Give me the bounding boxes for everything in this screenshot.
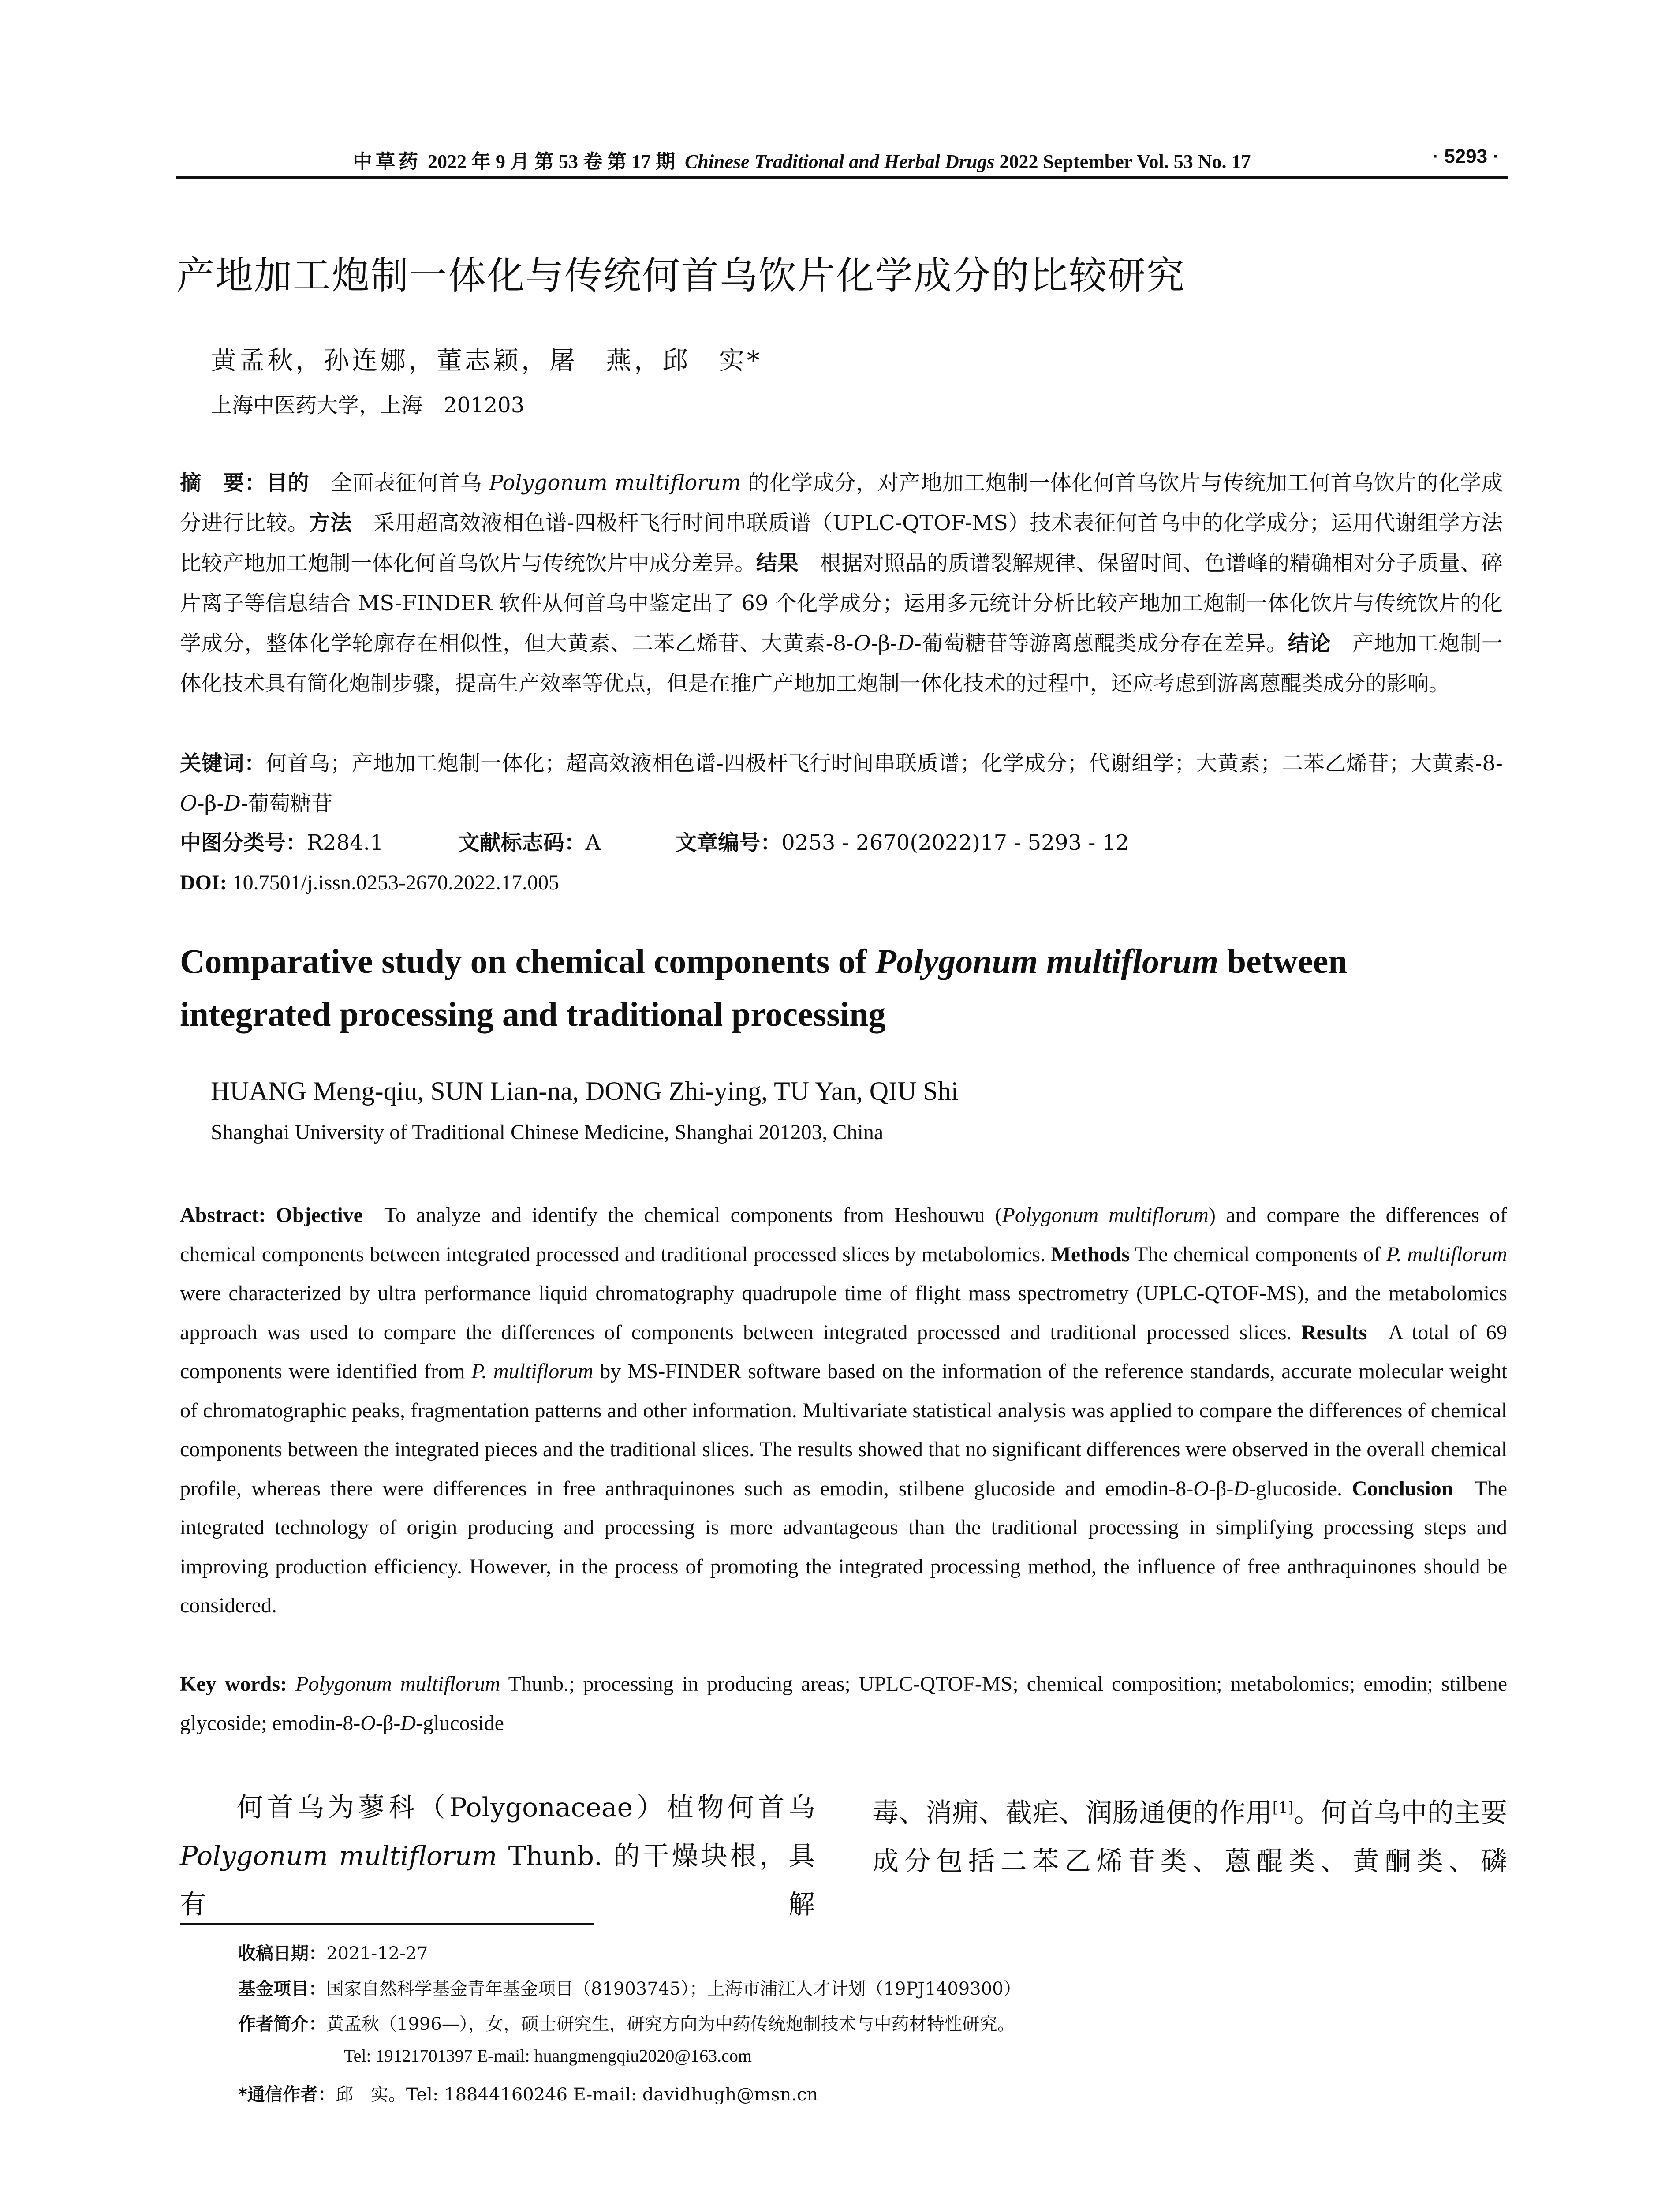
corresponding-value: 邱 实。Tel: 18844160246 E-mail: davidhugh@msn.cn — [335, 2085, 818, 2105]
fund-value: 国家自然科学基金青年基金项目（81903745）；上海市浦江人才计划（19PJ1409300） — [326, 1979, 1021, 1999]
en-keywords-latin: Polygonum multiflorum — [295, 1672, 500, 1696]
doc-code-label: 文献标志码： — [458, 830, 586, 855]
cn-authors: 黄孟秋，孙连娜，董志颖，屠 燕，邱 实* — [211, 345, 763, 375]
en-authors: HUANG Meng-qiu, SUN Lian-na, DONG Zhi-ying, TU Yan, QIU Shi — [211, 1076, 959, 1106]
issue-info — [428, 146, 1251, 174]
body-left-latin: Polygonum multiflorum — [180, 1841, 497, 1872]
author-label: 作者简介： — [238, 2014, 326, 2034]
en-title-latin: Polygonum multiflorum — [875, 942, 1219, 980]
doi-line — [180, 863, 1503, 903]
en-results-1: A total of 69 components were identified from — [180, 1320, 1508, 1383]
received-label: 收稿日期： — [238, 1943, 326, 1964]
en-results-latin: P. multiflorum — [471, 1360, 594, 1383]
en-objective-1: To analyze and identify the chemical components from Heshouwu ( — [384, 1203, 1002, 1227]
cn-title: 产地加工炮制一体化与传统何首乌饮片化学成分的比较研究 — [176, 254, 1185, 298]
cn-keywords-O: O — [180, 791, 198, 816]
en-keywords-D: D — [400, 1711, 416, 1735]
cn-results-O: O — [853, 631, 871, 656]
en-title-part-2: between integrated processing and traditional processing — [180, 942, 1348, 1033]
body-right-text-2: 。何首乌中的主要成分包括二苯乙烯苷类、蒽醌类、黄酮类、磷 — [872, 1798, 1508, 1877]
cn-results-text-1: 根据对照品的质谱裂解规律、保留时间、色谱峰的精确相对分子质量、碎片离子等信息结合 MS-FINDER 软件从何首乌中鉴定出了 69 个化学成分；运用多元统计分析比较产地加工炮制一体化饮片与传统饮片的化学成分，整体化学轮廓存在相似性，但大黄素、二苯乙烯苷、大黄素-8- — [180, 551, 1503, 656]
clc-value: R284.1 — [307, 830, 384, 855]
body-column-right — [872, 1783, 1507, 1886]
footnote-fund — [238, 1975, 1021, 2000]
cn-conclusion-text: 产地加工炮制一体化技术具有简化炮制步骤，提高生产效率等优点，但是在推广产地加工炮制一体化技术的过程中，还应考虑到游离蒽醌类成分的影响。 — [180, 631, 1503, 696]
cn-classification — [180, 823, 1503, 863]
issue-info-en: 2022 September Vol. 53 No. 17 — [999, 151, 1251, 172]
cn-affiliation: 上海中医药大学，上海 201203 — [211, 393, 525, 418]
body-left-text-1: 何首乌为蓼科（Polygonaceae）植物何首乌 — [233, 1792, 815, 1823]
doc-code-value: A — [585, 830, 601, 855]
doi-value: 10.7501/j.issn.0253-2670.2022.17.005 — [227, 871, 560, 894]
clc-label: 中图分类号： — [180, 830, 307, 855]
cn-abstract — [180, 463, 1503, 745]
cn-keywords-D: D — [224, 791, 241, 816]
en-abstract — [180, 1196, 1507, 1626]
issue-info-cn: 2022 年 9 月 第 53 卷 第 17 期 — [428, 151, 675, 172]
en-results-2: by MS-FINDER software based on the information of the reference standards, accurate molecular weight of chromatographic peaks, fragmentation patterns and other information. Multivariate statistical analysis was applied to compare the differences of chemical components between the integrated pieces and the traditional slices. The results showed that no significant differences were observed in the overall chemical profile, whereas there were differences in free anthraquinones such as emodin, stilbene glucoside and emodin-8- — [180, 1360, 1507, 1500]
en-methods-2: were characterized by ultra performance liquid chromatography quadrupole time of flight mass spectrometry (UPLC-QTOF-MS), and the metabolomics approach was used to compare the differences of components between integrated processed and traditional processed slices. — [180, 1282, 1507, 1344]
en-results-D: D — [1233, 1476, 1249, 1500]
article-no-value: 0253 - 2670(2022)17 - 5293 - 12 — [781, 830, 1129, 855]
en-results-4: -glucoside. — [1249, 1476, 1342, 1500]
header-rule — [176, 176, 1508, 179]
cn-keywords-text-1: 何首乌；产地加工炮制一体化；超高效液相色谱-四极杆飞行时间串联质谱；化学成分；代谢组学；大黄素；二苯乙烯苷；大黄素-8- — [265, 751, 1503, 776]
en-affiliation: Shanghai University of Traditional Chinese Medicine, Shanghai 201203, China — [211, 1121, 884, 1144]
footnote-author-contact: Tel: 19121701397 E-mail: huangmengqiu2020@163.com — [344, 2046, 752, 2066]
body-column-left — [180, 1783, 815, 1929]
cn-results-text-3: -葡萄糖苷等游离蒽醌类成分存在差异。 — [914, 631, 1288, 656]
en-title — [180, 935, 1503, 1041]
en-keywords-3: -glucoside — [415, 1711, 504, 1735]
cn-keywords-label: 关键词： — [180, 751, 266, 776]
body-left-text-2: Thunb. 的干燥块根，具有解 — [180, 1841, 815, 1920]
author-value: 黄孟秋（1996—），女，硕士研究生，研究方向为中药传统炮制技术与中药材特性研究。 — [326, 2014, 1015, 2034]
footnote-author — [238, 2010, 1015, 2035]
en-results-label: Results — [1301, 1320, 1367, 1344]
en-results-3: -β- — [1208, 1476, 1234, 1500]
en-objective-2: ) and compare the differences of chemical components between integrated processed and traditional processed slices by metabolomics. — [180, 1203, 1508, 1266]
footnote-rule — [180, 1923, 594, 1925]
en-results-O: O — [1193, 1476, 1209, 1500]
en-methods-latin: P. multiflorum — [1386, 1242, 1508, 1266]
en-methods-1: The chemical components of — [1135, 1242, 1386, 1266]
citation-ref[interactable]: [1] — [1272, 1799, 1294, 1816]
cn-conclusion-label: 结论 — [1288, 631, 1331, 656]
cn-results-label: 结果 — [756, 551, 799, 576]
en-keywords-label: Key words: — [180, 1672, 287, 1696]
cn-results-text-2: -β- — [870, 631, 898, 656]
cn-keywords-text-3: -葡萄糖苷 — [241, 791, 333, 816]
body-right-text-1: 毒、消痈、截疟、润肠通便的作用 — [872, 1798, 1273, 1828]
en-keywords-O: O — [360, 1711, 376, 1735]
received-value: 2021-12-27 — [326, 1943, 428, 1964]
en-methods-label: Methods — [1051, 1242, 1130, 1266]
cn-objective-text-1: 全面表征何首乌 — [330, 471, 489, 495]
corresponding-label: *通信作者： — [238, 2085, 336, 2105]
en-title-part-1: Comparative study on chemical components of — [180, 942, 876, 980]
cn-objective-label: 目的 — [266, 471, 310, 495]
cn-abstract-label: 摘 要： — [180, 471, 266, 495]
running-header — [176, 144, 1508, 175]
cn-methods-label: 方法 — [309, 511, 352, 535]
page-number: · 5293 · — [1432, 146, 1499, 167]
en-conclusion-label: Conclusion — [1351, 1476, 1453, 1500]
journal-name-en: Chinese Traditional and Herbal Drugs — [685, 151, 995, 172]
en-keywords — [180, 1665, 1507, 1743]
cn-methods-text: 采用超高效液相色谱-四极杆飞行时间串联质谱（UPLC-QTOF-MS）技术表征何首乌中的化学成分；运用代谢组学方法比较产地加工炮制一体化何首乌饮片与传统饮片中成分差异。 — [180, 511, 1503, 576]
en-keywords-1: Thunb.; processing in producing areas; UPLC-QTOF-MS; chemical composition; metabolomics; emodin; stilbene glycoside; emodin-8- — [180, 1672, 1508, 1735]
cn-objective-text-2: 的化学成分，对产地加工炮制一体化何首乌饮片与传统加工何首乌饮片的化学成分进行比较。 — [180, 471, 1503, 535]
cn-keywords-text-2: -β- — [197, 791, 224, 816]
fund-label: 基金项目： — [238, 1979, 326, 1999]
doi-label: DOI: — [180, 871, 227, 894]
journal-name-cn: 中草药 — [353, 151, 422, 172]
en-abstract-label: Abstract: Objective — [180, 1203, 363, 1227]
cn-keywords — [180, 744, 1503, 824]
article-no-label: 文章编号： — [676, 830, 782, 855]
cn-results-D: D — [897, 631, 915, 656]
footnote-received — [238, 1940, 428, 1965]
en-objective-latin: Polygonum multiflorum — [1002, 1203, 1209, 1227]
footnote-corresponding — [238, 2081, 818, 2106]
en-conclusion-text: The integrated technology of origin producing and processing is more advantageous than the traditional processing in simplifying processing steps and improving production efficiency. However, in the process of promoting the integrated processing method, the influence of free anthraquinones should be considered. — [180, 1476, 1508, 1617]
en-keywords-2: -β- — [375, 1711, 401, 1735]
cn-objective-latin: Polygonum multiflorum — [489, 471, 741, 495]
